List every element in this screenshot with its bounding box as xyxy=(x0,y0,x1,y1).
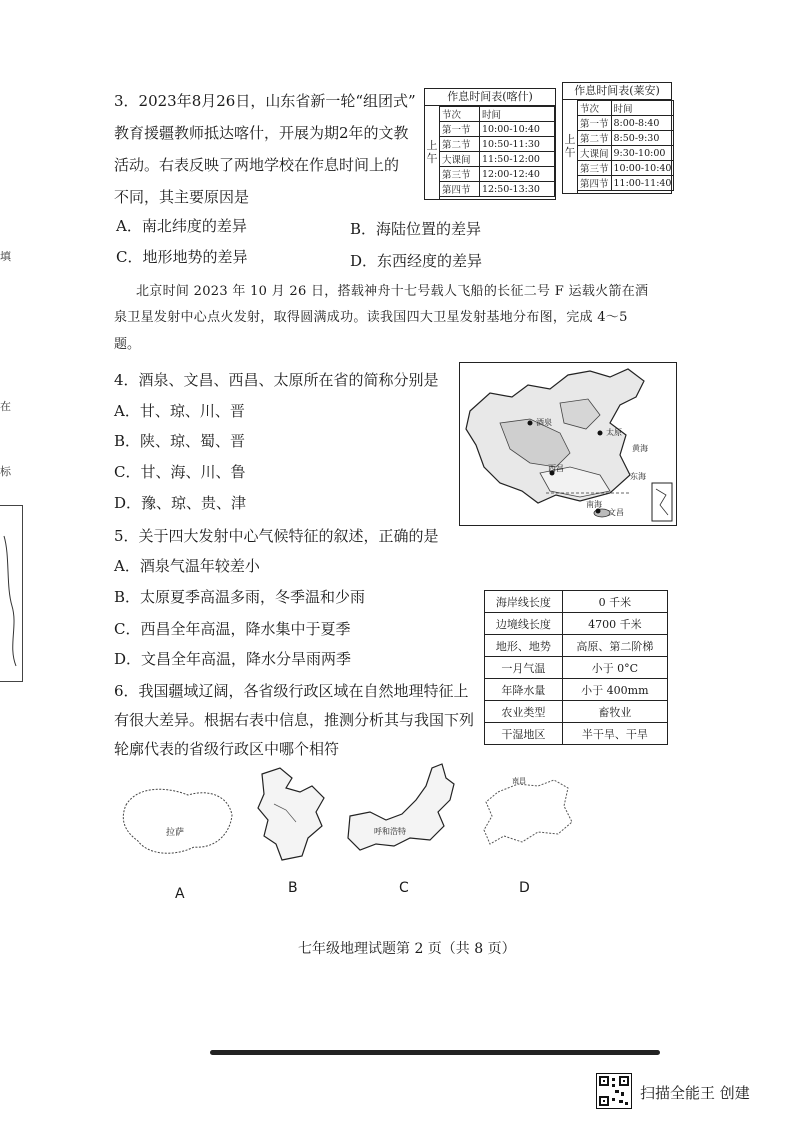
laiyang-table-side: 上 午 xyxy=(563,99,578,193)
table-row: 第四节 12:50-13:30 xyxy=(440,182,555,197)
q3-option-c[interactable]: C．地形地势的差异 xyxy=(116,248,248,266)
kashgar-table-side: 上 午 xyxy=(425,105,440,199)
q3-option-b[interactable]: B．海陆位置的差异 xyxy=(350,220,482,238)
page-footer: 七年级地理试题第 2 页（共 8 页） xyxy=(298,941,516,957)
q4-option-a[interactable]: A．甘、琼、川、晋 xyxy=(114,402,245,420)
q3-line-1: 3．2023年8月26日，山东省新一轮“组团式” xyxy=(114,92,416,110)
intro-line-2: 泉卫星发射中心点火发射，取得圆满成功。读我国四大卫星发射基地分布图，完成 4～5 xyxy=(114,310,628,325)
q3-option-a[interactable]: A．南北纬度的差异 xyxy=(116,217,247,235)
table-row: 第二节 10:50-11:30 xyxy=(440,137,555,152)
edge-map-fragment xyxy=(0,505,23,682)
map-label-huanghai: 黄海 xyxy=(632,444,648,453)
q6-line-1: 6．我国疆域辽阔，各省级行政区域在自然地理特征上 xyxy=(114,682,469,700)
kashgar-schedule-table xyxy=(424,88,556,200)
q4-option-c[interactable]: C．甘、海、川、鲁 xyxy=(114,463,246,481)
table-row: 大课间 11:50-12:00 xyxy=(440,152,555,167)
table-row: 节次 时间 xyxy=(440,107,555,122)
table-row: 第一节 10:00-10:40 xyxy=(440,122,555,137)
outline-c-city: 呼和浩特 xyxy=(374,827,406,836)
q5-stem: 5．关于四大发射中心气候特征的叙述，正确的是 xyxy=(114,527,439,545)
map-label-jiuquan: 酒泉 xyxy=(536,418,552,427)
qr-code-icon xyxy=(596,1073,632,1109)
q3-line-4: 不同，其主要原因是 xyxy=(114,188,250,206)
outline-label-a[interactable]: A xyxy=(175,886,185,902)
table-row: 第三节 10:00-10:40 xyxy=(578,161,674,176)
q4-stem: 4．酒泉、文昌、西昌、太原所在省的简称分别是 xyxy=(114,371,439,389)
table-row: 农业类型 畜牧业 xyxy=(485,701,668,723)
table-row: 第一节 8:00-8:40 xyxy=(578,116,674,131)
edge-char-2: 在 xyxy=(0,400,11,413)
table-row: 第二节 8:50-9:30 xyxy=(578,131,674,146)
map-label-nanhai: 南海 xyxy=(586,500,602,509)
q6-line-3: 轮廓代表的省级行政区中哪个相符 xyxy=(114,740,340,758)
map-label-xichang: 西昌 xyxy=(548,464,564,473)
scan-shadow-line xyxy=(210,1050,660,1055)
laiyang-schedule-table xyxy=(562,82,672,194)
outline-d-guangdong xyxy=(478,772,578,860)
table-row: 第四节 11:00-11:40 xyxy=(578,176,674,191)
edge-char-3: 标 xyxy=(0,465,11,478)
kashgar-table-title: 作息时间表(喀什) xyxy=(425,89,555,106)
table-row: 边境线长度 4700 千米 xyxy=(485,613,668,635)
table-row: 海岸线长度 0 千米 xyxy=(485,591,668,613)
outline-a-tibet xyxy=(118,775,238,865)
outline-label-c[interactable]: C xyxy=(399,880,409,896)
q5-option-c[interactable]: C．西昌全年高温，降水集中于夏季 xyxy=(114,620,351,638)
table-row: 干湿地区 半干旱、干旱 xyxy=(485,723,668,745)
map-label-donghai: 东海 xyxy=(630,472,646,481)
q4-option-b[interactable]: B．陕、琼、蜀、晋 xyxy=(114,432,246,450)
intro-line-3: 题。 xyxy=(114,337,141,352)
q4-option-d[interactable]: D．豫、琼、贵、津 xyxy=(114,494,247,512)
outline-b-heilongjiang xyxy=(252,764,332,864)
table-row: 地形、地势 高原、第二阶梯 xyxy=(485,635,668,657)
feature-table xyxy=(484,590,668,745)
edge-char-1: 填 xyxy=(0,250,11,263)
q5-option-b[interactable]: B．太原夏季高温多雨，冬季温和少雨 xyxy=(114,588,366,606)
laiyang-table-title: 作息时间表(莱安) xyxy=(563,83,671,100)
q5-option-d[interactable]: D．文昌全年高温，降水分旱雨两季 xyxy=(114,650,352,668)
china-launch-base-map xyxy=(459,362,677,526)
outline-a-city: 拉萨 xyxy=(166,828,185,838)
outline-c-inner-mongolia xyxy=(346,760,464,860)
outline-label-b[interactable]: B xyxy=(288,880,298,896)
table-row: 节次 时间 xyxy=(578,101,674,116)
q3-line-3: 活动。右表反映了两地学校在作息时间上的 xyxy=(114,156,400,174)
intro-line-1: 北京时间 2023 年 10 月 26 日，搭载神舟十七号载人飞船的长征二号 F 运载火箭在酒 xyxy=(136,284,649,299)
map-label-taiyuan: 太原 xyxy=(606,428,622,437)
q6-line-2: 有很大差异。根据右表中信息，推测分析其与我国下列 xyxy=(114,711,475,729)
outline-label-d[interactable]: D xyxy=(519,880,530,896)
q3-option-d[interactable]: D．东西经度的差异 xyxy=(350,252,483,270)
outline-d-city: 南昌 xyxy=(512,777,526,785)
table-row: 第三节 12:00-12:40 xyxy=(440,167,555,182)
table-row: 一月气温 小于 0°C xyxy=(485,657,668,679)
table-row: 大课间 9:30-10:00 xyxy=(578,146,674,161)
scanner-watermark: 扫描全能王 创建 xyxy=(640,1084,750,1102)
table-row: 年降水量 小于 400mm xyxy=(485,679,668,701)
q5-option-a[interactable]: A．酒泉气温年较差小 xyxy=(114,557,260,575)
q3-line-2: 教育援疆教师抵达喀什，开展为期2年的文教 xyxy=(114,124,409,142)
map-label-wenchang: 文昌 xyxy=(608,508,624,517)
